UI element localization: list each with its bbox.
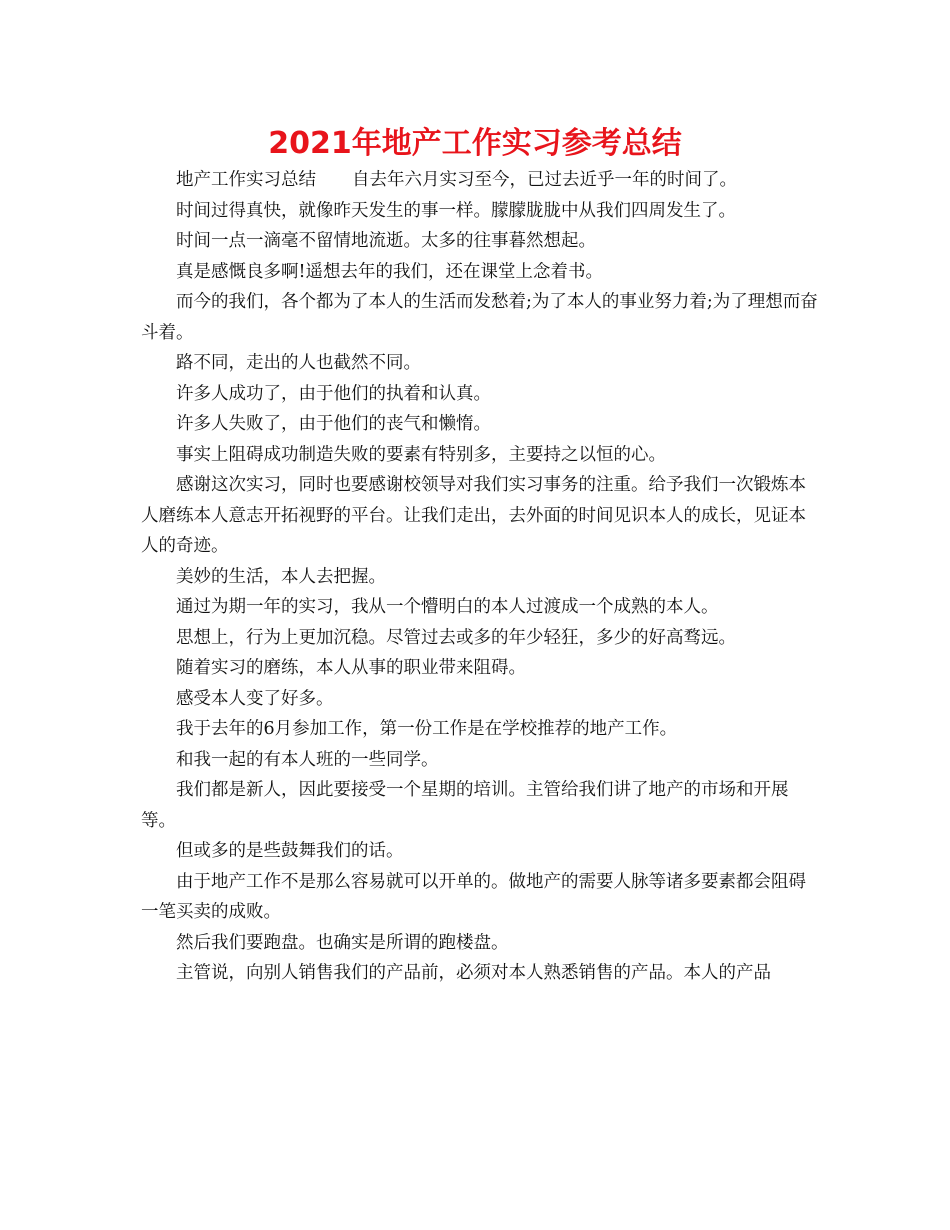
document-body	[141, 165, 823, 989]
paragraph: 通过为期一年的实习，我从一个懵明白的本人过渡成一个成熟的本人。	[176, 597, 719, 617]
paragraph-intro	[141, 165, 823, 196]
paragraph: 我们都是新人，因此要接受一个星期的培训。主管给我们讲了地产的市场和开展等。	[141, 780, 789, 831]
paragraph: 而今的我们，各个都为了本人的生活而发愁着;为了本人的事业努力着;为了理想而奋斗着。	[141, 292, 818, 343]
paragraph: 感受本人变了好多。	[176, 688, 334, 709]
intro-lead: 地产工作实习总结	[176, 170, 316, 190]
paragraph: 时间过得真快，就像昨天发生的事一样。朦朦胧胧中从我们四周发生了。	[176, 200, 736, 221]
paragraph: 时间一点一滴毫不留情地流逝。太多的往事暮然想起。	[176, 231, 596, 251]
paragraph: 主管说，向别人销售我们的产品前，必须对本人熟悉销售的产品。本人的产品	[176, 963, 771, 983]
paragraph: 路不同，走出的人也截然不同。	[176, 353, 421, 373]
paragraph: 许多人成功了，由于他们的执着和认真。	[176, 383, 491, 404]
paragraph: 感谢这次实习，同时也要感谢校领导对我们实习事务的注重。给予我们一次锻炼本人磨练本人意志开拓视野的平台。让我们走出，去外面的时间见识本人的成长，见证本人的奇迹。	[141, 475, 806, 556]
paragraph: 许多人失败了，由于他们的丧气和懒惰。	[176, 414, 491, 434]
paragraph: 美妙的生活，本人去把握。	[176, 566, 386, 587]
paragraph: 思想上，行为上更加沉稳。尽管过去或多的年少轻狂，多少的好高骛远。	[176, 627, 736, 648]
document-title: 2021年地产工作实习参考总结	[268, 126, 682, 161]
paragraph: 由于地产工作不是那么容易就可以开单的。做地产的需要人脉等诸多要素都会阻碍一笔买卖的成败。	[141, 871, 806, 922]
paragraph: 但或多的是些鼓舞我们的话。	[176, 841, 404, 861]
paragraph: 随着实习的磨练，本人从事的职业带来阻碍。	[176, 658, 526, 678]
paragraph: 然后我们要跑盘。也确实是所谓的跑楼盘。	[176, 932, 509, 953]
paragraph: 和我一起的有本人班的一些同学。	[176, 749, 439, 770]
paragraph: 事实上阻碍成功制造失败的要素有特别多，主要持之以恒的心。	[176, 444, 666, 465]
paragraph: 我于去年的6月参加工作，第一份工作是在学校推荐的地产工作。	[176, 719, 678, 739]
intro-rest: 自去年六月实习至今，已过去近乎一年的时间了。	[352, 170, 737, 190]
paragraph: 真是感慨良多啊!遥想去年的我们，还在课堂上念着书。	[176, 261, 604, 282]
